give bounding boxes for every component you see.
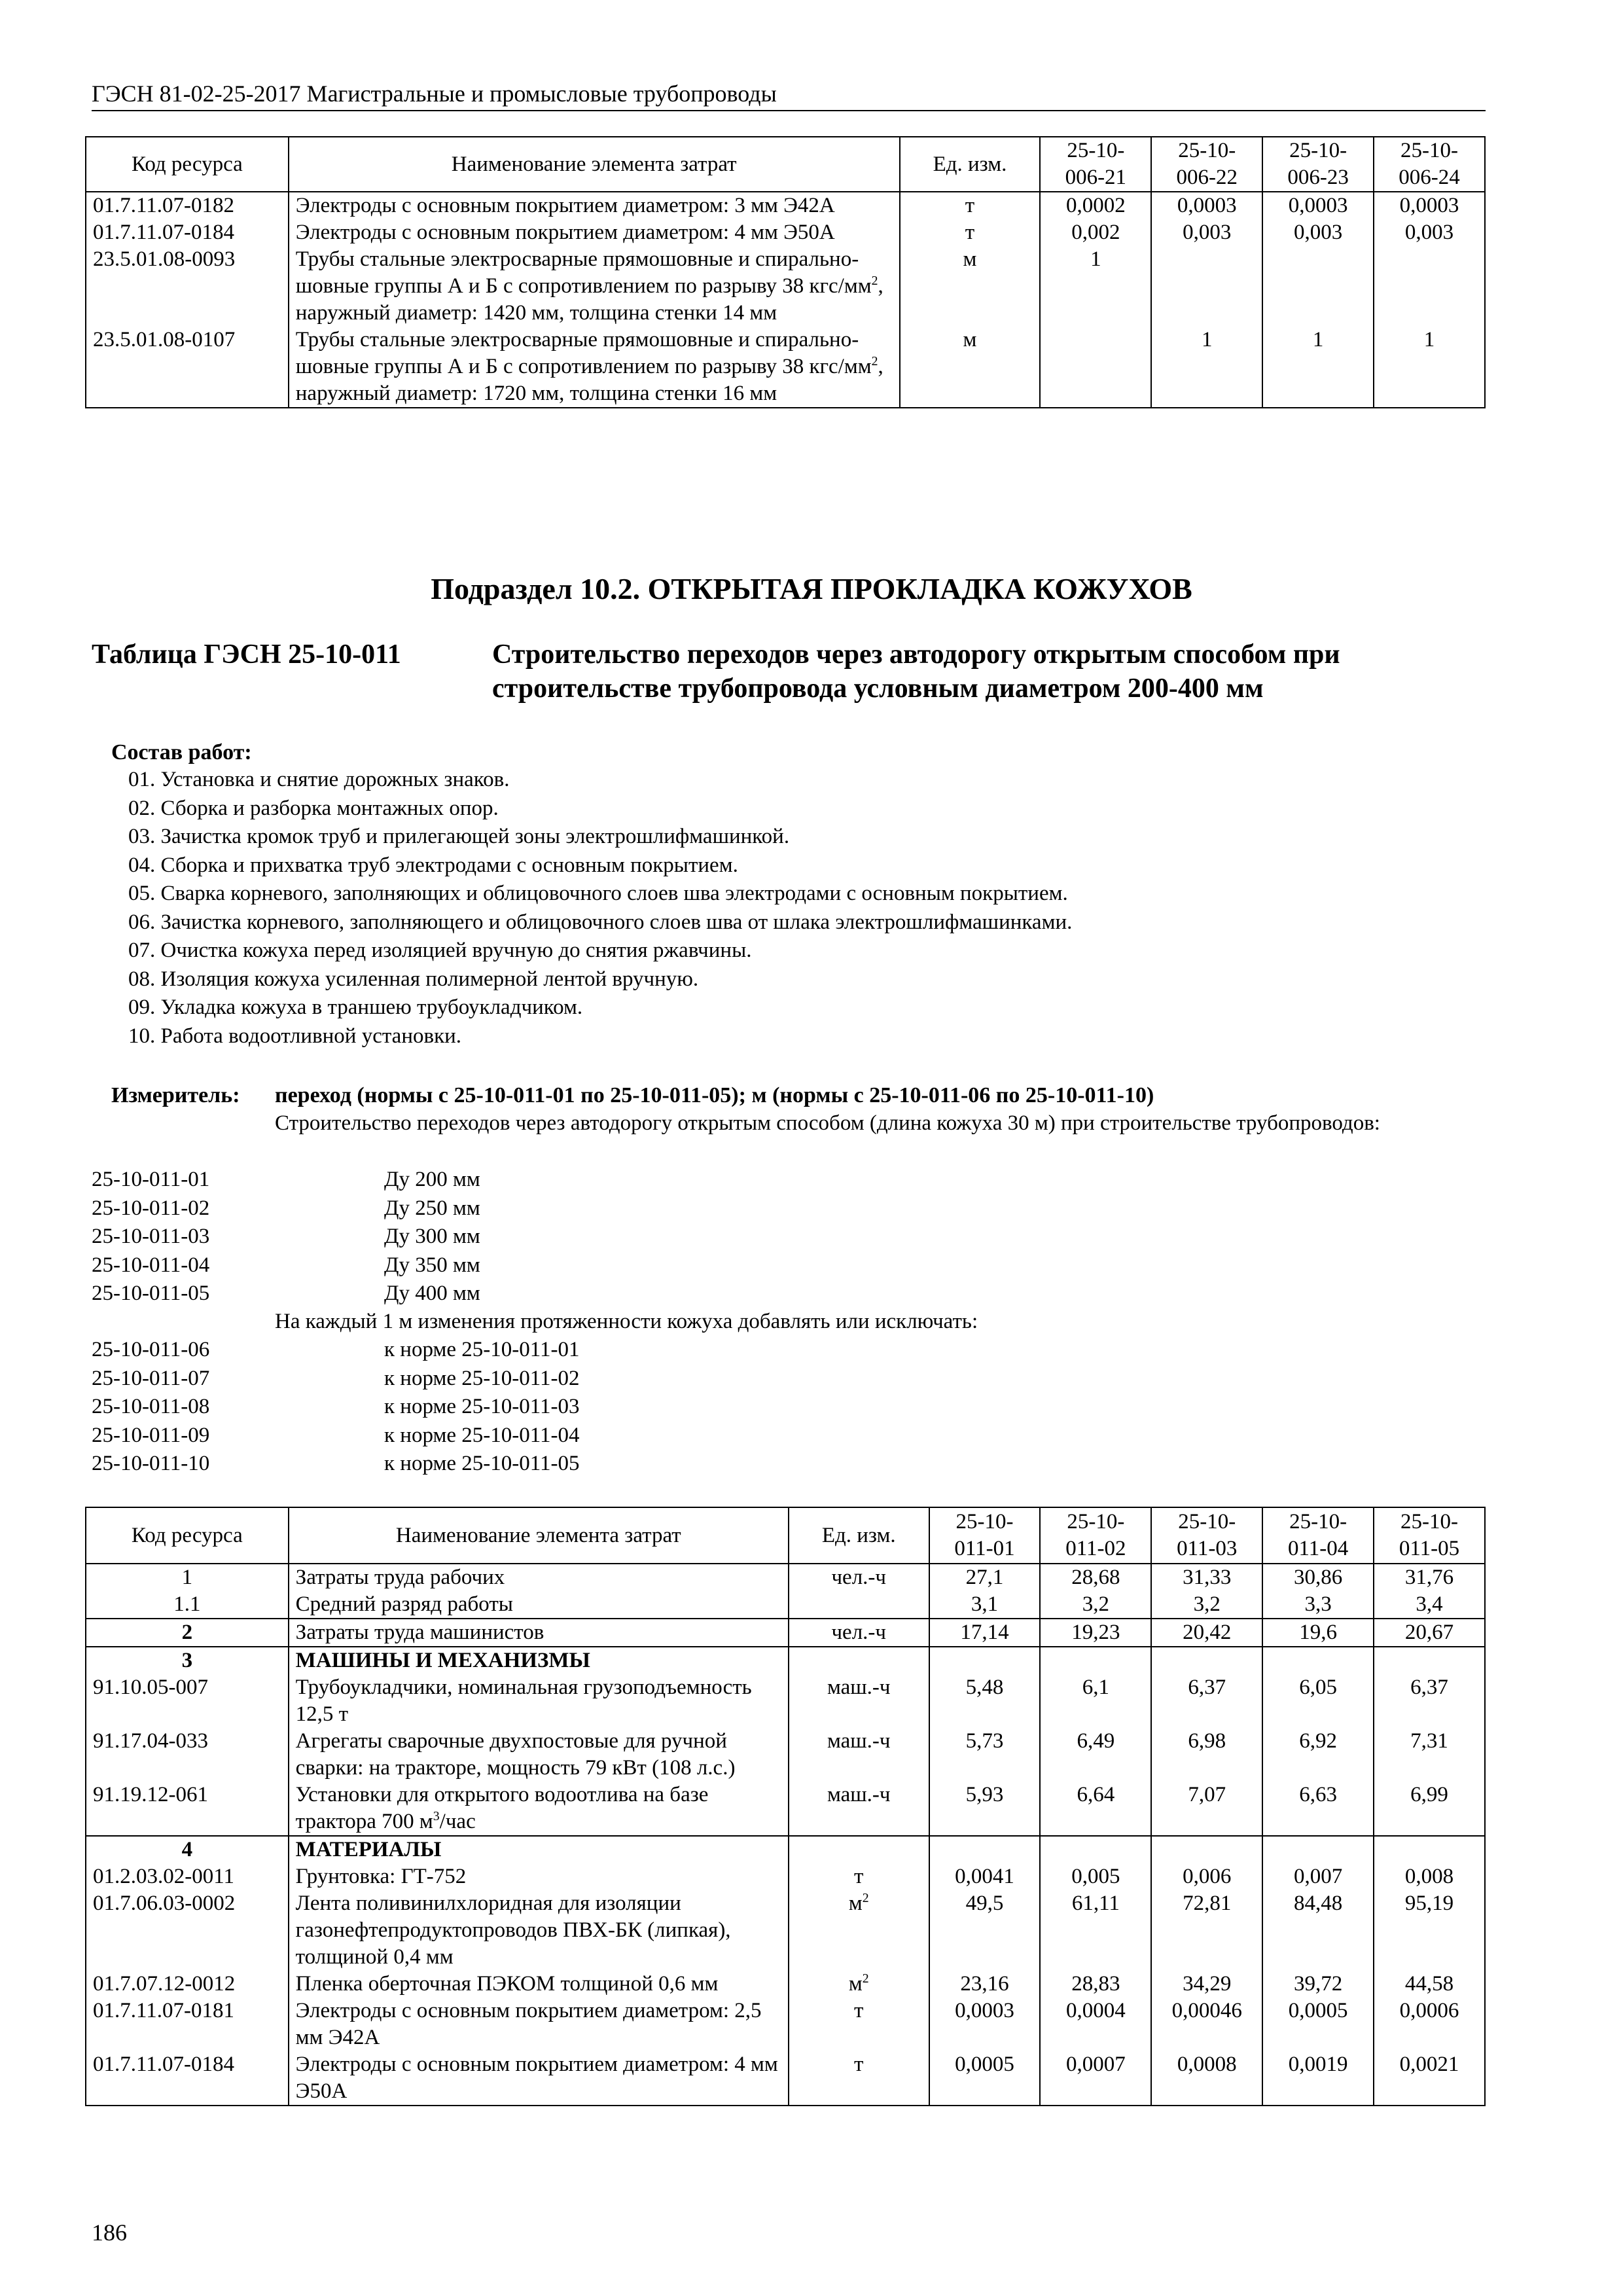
norm-text: к норме 25-10-011-03 <box>384 1395 580 1418</box>
value: 0,0041 <box>929 1863 1041 1890</box>
resource-name: Затраты труда машинистов <box>289 1619 789 1647</box>
norm-code: 25-10-011-02 <box>92 1196 210 1220</box>
unit: т <box>789 1863 929 1890</box>
list-item: 08. Изоляция кожуха усиленная полимерной лентой вручную. <box>128 967 699 991</box>
resource-name: Электроды с основным покрытием диаметром: 4 мм Э50А <box>289 219 900 246</box>
resource-name: Электроды с основным покрытием диаметром: 4 мм Э50А <box>289 2051 789 2106</box>
list-item: 01. Установка и снятие дорожных знаков. <box>128 768 510 791</box>
value: 0,003 <box>1262 219 1374 246</box>
value <box>1151 1836 1262 1863</box>
resource-name: Пленка оберточная ПЭКОМ толщиной 0,6 мм <box>289 1971 789 1998</box>
value: 1 <box>1262 327 1374 408</box>
unit: т <box>789 1998 929 2051</box>
value: 5,48 <box>929 1674 1041 1728</box>
resource-code: 3 <box>86 1647 289 1674</box>
value: 7,31 <box>1374 1728 1485 1782</box>
resource-code: 01.7.11.07-0184 <box>86 219 289 246</box>
col-header-code: Код ресурса <box>86 137 289 192</box>
value: 3,2 <box>1040 1591 1151 1619</box>
table-row <box>86 1890 1485 1971</box>
resource-code: 01.7.07.12-0012 <box>86 1971 289 1998</box>
unit: маш.-ч <box>789 1728 929 1782</box>
value: 23,16 <box>929 1971 1041 1998</box>
norms-description: Строительство переходов через автодорогу открытым способом (длина кожуха 30 м) при строительстве трубопроводов: <box>275 1111 1380 1135</box>
col-header-name: Наименование элемента затрат <box>289 137 900 192</box>
value: 28,83 <box>1040 1971 1151 1998</box>
resource-code: 1 <box>86 1564 289 1591</box>
norms-additive-description: На каждый 1 м изменения протяженности кожуха добавлять или исключать: <box>275 1310 978 1333</box>
resource-table-011 <box>85 1507 1486 2106</box>
norm-text: Ду 350 мм <box>384 1253 480 1277</box>
col-header-norm: 25-10- 011-03 <box>1151 1507 1262 1564</box>
list-item: 05. Сварка корневого, заполняющих и облицовочного слоев шва электродами с основным покрытием. <box>128 882 1068 905</box>
unit: чел.-ч <box>789 1619 929 1647</box>
table-title: Строительство переходов через автодорогу открытым способом при строительстве трубопровода условным диаметром 200-400 мм <box>492 639 1340 704</box>
value: 3,1 <box>929 1591 1041 1619</box>
value: 44,58 <box>1374 1971 1485 1998</box>
value: 6,37 <box>1374 1674 1485 1728</box>
resource-code: 01.7.11.07-0182 <box>86 192 289 219</box>
norm-code: 25-10-011-10 <box>92 1452 210 1475</box>
value: 0,0003 <box>929 1998 1041 2051</box>
value: 27,1 <box>929 1564 1041 1591</box>
table-row <box>86 1674 1485 1728</box>
list-item <box>92 1450 579 1479</box>
list-item: 02. Сборка и разборка монтажных опор. <box>128 796 499 820</box>
measure-label: Измеритель: <box>111 1083 240 1107</box>
value <box>1262 1647 1374 1674</box>
value: 0,0006 <box>1374 1998 1485 2051</box>
value: 3,2 <box>1151 1591 1262 1619</box>
page-number: 186 <box>92 2219 127 2246</box>
norm-code: 25-10-011-04 <box>92 1253 210 1277</box>
col-header-code: Код ресурса <box>86 1507 289 1564</box>
list-item: 04. Сборка и прихватка труб электродами с основным покрытием. <box>128 853 738 877</box>
value: 19,23 <box>1040 1619 1151 1647</box>
norms-list-additive <box>92 1336 579 1479</box>
resource-name: Грунтовка: ГТ-752 <box>289 1863 789 1890</box>
norms-list-primary <box>92 1166 480 1308</box>
value: 72,81 <box>1151 1890 1262 1971</box>
resource-name: Затраты труда рабочих <box>289 1564 789 1591</box>
value: 6,37 <box>1151 1674 1262 1728</box>
value: 0,005 <box>1040 1863 1151 1890</box>
norm-code: 25-10-011-07 <box>92 1366 210 1390</box>
col-header-norm: 25-10- 011-05 <box>1374 1507 1485 1564</box>
table-row <box>86 2051 1485 2106</box>
unit <box>789 1836 929 1863</box>
value: 0,007 <box>1262 1863 1374 1890</box>
value <box>1262 246 1374 327</box>
value <box>1040 1836 1151 1863</box>
unit: маш.-ч <box>789 1782 929 1836</box>
table-row <box>86 219 1485 246</box>
value: 0,0007 <box>1040 2051 1151 2106</box>
col-header-norm: 25-10- 006-24 <box>1374 137 1485 192</box>
resource-code: 01.7.11.07-0184 <box>86 2051 289 2106</box>
value: 0,0005 <box>929 2051 1041 2106</box>
norm-code: 25-10-011-01 <box>92 1168 210 1191</box>
resource-code: 4 <box>86 1836 289 1863</box>
resource-name: Лента поливинилхлоридная для изоляции газонефтепродуктопроводов ПВХ-БК (липкая), толщиной 0,4 мм <box>289 1890 789 1971</box>
resource-table-006 <box>85 136 1486 408</box>
table-row <box>86 1591 1485 1619</box>
value: 20,67 <box>1374 1619 1485 1647</box>
resource-name: Трубы стальные электросварные прямошовные и спирально-шовные группы А и Б с сопротивлением по разрыву 38 кгс/$мм^2$, наружный диаметр: 1720 мм, толщина стенки 16 мм <box>289 327 900 408</box>
unit: т <box>789 2051 929 2106</box>
value: 6,63 <box>1262 1782 1374 1836</box>
value: 1 <box>1374 327 1485 408</box>
resource-code: 01.2.03.02-0011 <box>86 1863 289 1890</box>
unit: чел.-ч <box>789 1564 929 1591</box>
value: 3,4 <box>1374 1591 1485 1619</box>
value <box>1151 1647 1262 1674</box>
resource-name: Установки для открытого водоотлива на базе трактора 700 $м^3$/час <box>289 1782 789 1836</box>
value: 0,0005 <box>1262 1998 1374 2051</box>
value: 1 <box>1151 327 1262 408</box>
value <box>1374 1836 1485 1863</box>
value: 31,76 <box>1374 1564 1485 1591</box>
resource-code: 1.1 <box>86 1591 289 1619</box>
resource-name: Электроды с основным покрытием диаметром: 2,5 мм Э42А <box>289 1998 789 2051</box>
list-item: 09. Укладка кожуха в траншею трубоукладчиком. <box>128 996 583 1019</box>
works-list <box>128 766 1072 1050</box>
col-header-unit: Ед. изм. <box>900 137 1041 192</box>
value <box>1040 1647 1151 1674</box>
value: 6,49 <box>1040 1728 1151 1782</box>
unit: $м^2$ <box>789 1971 929 1998</box>
norm-text: Ду 300 мм <box>384 1225 480 1248</box>
norm-code: 25-10-011-06 <box>92 1338 210 1361</box>
value: 0,0003 <box>1151 192 1262 219</box>
value <box>1374 1647 1485 1674</box>
col-header-norm: 25-10- 006-23 <box>1262 137 1374 192</box>
table-row <box>86 1647 1485 1674</box>
norm-code: 25-10-011-05 <box>92 1282 210 1305</box>
value: 6,99 <box>1374 1782 1485 1836</box>
unit: м <box>900 246 1041 327</box>
list-item: 07. Очистка кожуха перед изоляцией вручную до снятия ржавчины. <box>128 939 752 962</box>
value: 5,93 <box>929 1782 1041 1836</box>
value: 0,003 <box>1151 219 1262 246</box>
norm-text: к норме 25-10-011-05 <box>384 1452 580 1475</box>
value: 0,0008 <box>1151 2051 1262 2106</box>
list-item <box>92 1251 480 1280</box>
table-row <box>86 1971 1485 1998</box>
value: 0,006 <box>1151 1863 1262 1890</box>
table-row <box>86 246 1485 327</box>
resource-code: 91.10.05-007 <box>86 1674 289 1728</box>
resource-name: Трубы стальные электросварные прямошовные и спирально-шовные группы А и Б с сопротивлением по разрыву 38 кгс/$мм^2$, наружный диаметр: 1420 мм, толщина стенки 14 мм <box>289 246 900 327</box>
table-row <box>86 1836 1485 1863</box>
value: 6,92 <box>1262 1728 1374 1782</box>
table-row <box>86 1782 1485 1836</box>
value: 61,11 <box>1040 1890 1151 1971</box>
section-heading: МАШИНЫ И МЕХАНИЗМЫ <box>289 1647 789 1674</box>
list-item <box>92 1393 579 1422</box>
col-header-norm: 25-10- 011-02 <box>1040 1507 1151 1564</box>
value: 0,0002 <box>1040 192 1151 219</box>
value: 6,98 <box>1151 1728 1262 1782</box>
subsection-title: Подраздел 10.2. ОТКРЫТАЯ ПРОКЛАДКА КОЖУХОВ <box>431 572 1192 605</box>
value <box>1262 1836 1374 1863</box>
value: 30,86 <box>1262 1564 1374 1591</box>
resource-code: 2 <box>86 1619 289 1647</box>
works-heading: Состав работ: <box>111 740 252 764</box>
value <box>1040 327 1151 408</box>
value: 6,05 <box>1262 1674 1374 1728</box>
list-item <box>92 1336 579 1365</box>
unit: м <box>900 327 1041 408</box>
norm-text: к норме 25-10-011-02 <box>384 1366 580 1390</box>
value: 0,002 <box>1040 219 1151 246</box>
table-code: Таблица ГЭСН 25-10-011 <box>92 639 401 670</box>
unit: т <box>900 219 1041 246</box>
table-row <box>86 1728 1485 1782</box>
table-row <box>86 1619 1485 1647</box>
value: 0,0003 <box>1374 192 1485 219</box>
col-header-unit: Ед. изм. <box>789 1507 929 1564</box>
resource-code: 91.19.12-061 <box>86 1782 289 1836</box>
value: 0,0003 <box>1262 192 1374 219</box>
col-header-norm: 25-10- 011-04 <box>1262 1507 1374 1564</box>
resource-code: 01.7.06.03-0002 <box>86 1890 289 1971</box>
resource-code: 23.5.01.08-0107 <box>86 327 289 408</box>
unit: $м^2$ <box>789 1890 929 1971</box>
value: 34,29 <box>1151 1971 1262 1998</box>
norm-text: к норме 25-10-011-01 <box>384 1338 580 1361</box>
list-item <box>92 1422 579 1450</box>
value: 0,0021 <box>1374 2051 1485 2106</box>
resource-code: 23.5.01.08-0093 <box>86 246 289 327</box>
table-row <box>86 1564 1485 1591</box>
list-item <box>92 1365 579 1393</box>
value: 84,48 <box>1262 1890 1374 1971</box>
unit: т <box>900 192 1041 219</box>
value: 0,008 <box>1374 1863 1485 1890</box>
running-header: ГЭСН 81-02-25-2017 Магистральные и промысловые трубопроводы <box>92 80 1486 111</box>
value: 0,003 <box>1374 219 1485 246</box>
value: 6,1 <box>1040 1674 1151 1728</box>
unit: маш.-ч <box>789 1674 929 1728</box>
list-item <box>92 1223 480 1251</box>
resource-code: 01.7.11.07-0181 <box>86 1998 289 2051</box>
value: 1 <box>1040 246 1151 327</box>
value: 95,19 <box>1374 1890 1485 1971</box>
value: 0,0019 <box>1262 2051 1374 2106</box>
value: 39,72 <box>1262 1971 1374 1998</box>
table-row <box>86 192 1485 219</box>
list-item <box>92 1280 480 1308</box>
norm-text: Ду 250 мм <box>384 1196 480 1220</box>
norm-code: 25-10-011-08 <box>92 1395 210 1418</box>
section-heading: МАТЕРИАЛЫ <box>289 1836 789 1863</box>
value: 28,68 <box>1040 1564 1151 1591</box>
value: 17,14 <box>929 1619 1041 1647</box>
table-row <box>86 1863 1485 1890</box>
norm-text: Ду 200 мм <box>384 1168 480 1191</box>
value: 0,00046 <box>1151 1998 1262 2051</box>
col-header-norm: 25-10- 011-01 <box>929 1507 1041 1564</box>
value <box>1374 246 1485 327</box>
resource-name: Средний разряд работы <box>289 1591 789 1619</box>
resource-code: 91.17.04-033 <box>86 1728 289 1782</box>
col-header-norm: 25-10- 006-21 <box>1040 137 1151 192</box>
resource-name: Электроды с основным покрытием диаметром: 3 мм Э42А <box>289 192 900 219</box>
value: 7,07 <box>1151 1782 1262 1836</box>
value: 0,0004 <box>1040 1998 1151 2051</box>
resource-name: Агрегаты сварочные двухпостовые для ручной сварки: на тракторе, мощность 79 кВт (108 л.с.) <box>289 1728 789 1782</box>
col-header-name: Наименование элемента затрат <box>289 1507 789 1564</box>
table-row <box>86 327 1485 408</box>
value <box>929 1836 1041 1863</box>
value: 31,33 <box>1151 1564 1262 1591</box>
value: 20,42 <box>1151 1619 1262 1647</box>
value: 3,3 <box>1262 1591 1374 1619</box>
norm-code: 25-10-011-09 <box>92 1423 210 1447</box>
norm-text: Ду 400 мм <box>384 1282 480 1305</box>
list-item <box>92 1166 480 1194</box>
norm-text: к норме 25-10-011-04 <box>384 1423 580 1447</box>
unit <box>789 1591 929 1619</box>
value: 49,5 <box>929 1890 1041 1971</box>
value <box>1151 246 1262 327</box>
measure-text: переход (нормы с 25-10-011-01 по 25-10-011-05); м (нормы с 25-10-011-06 по 25-10-011-10) <box>275 1083 1154 1107</box>
value <box>929 1647 1041 1674</box>
col-header-norm: 25-10- 006-22 <box>1151 137 1262 192</box>
table-row <box>86 1998 1485 2051</box>
value: 19,6 <box>1262 1619 1374 1647</box>
norm-code: 25-10-011-03 <box>92 1225 210 1248</box>
value: 5,73 <box>929 1728 1041 1782</box>
list-item: 06. Зачистка корневого, заполняющего и облицовочного слоев шва от шлака электрошлифмашинками. <box>128 910 1073 934</box>
list-item <box>92 1194 480 1223</box>
list-item: 03. Зачистка кромок труб и прилегающей зоны электрошлифмашинкой. <box>128 825 790 848</box>
list-item: 10. Работа водоотливной установки. <box>128 1024 462 1048</box>
resource-name: Трубоукладчики, номинальная грузоподъемность 12,5 т <box>289 1674 789 1728</box>
value: 6,64 <box>1040 1782 1151 1836</box>
unit <box>789 1647 929 1674</box>
